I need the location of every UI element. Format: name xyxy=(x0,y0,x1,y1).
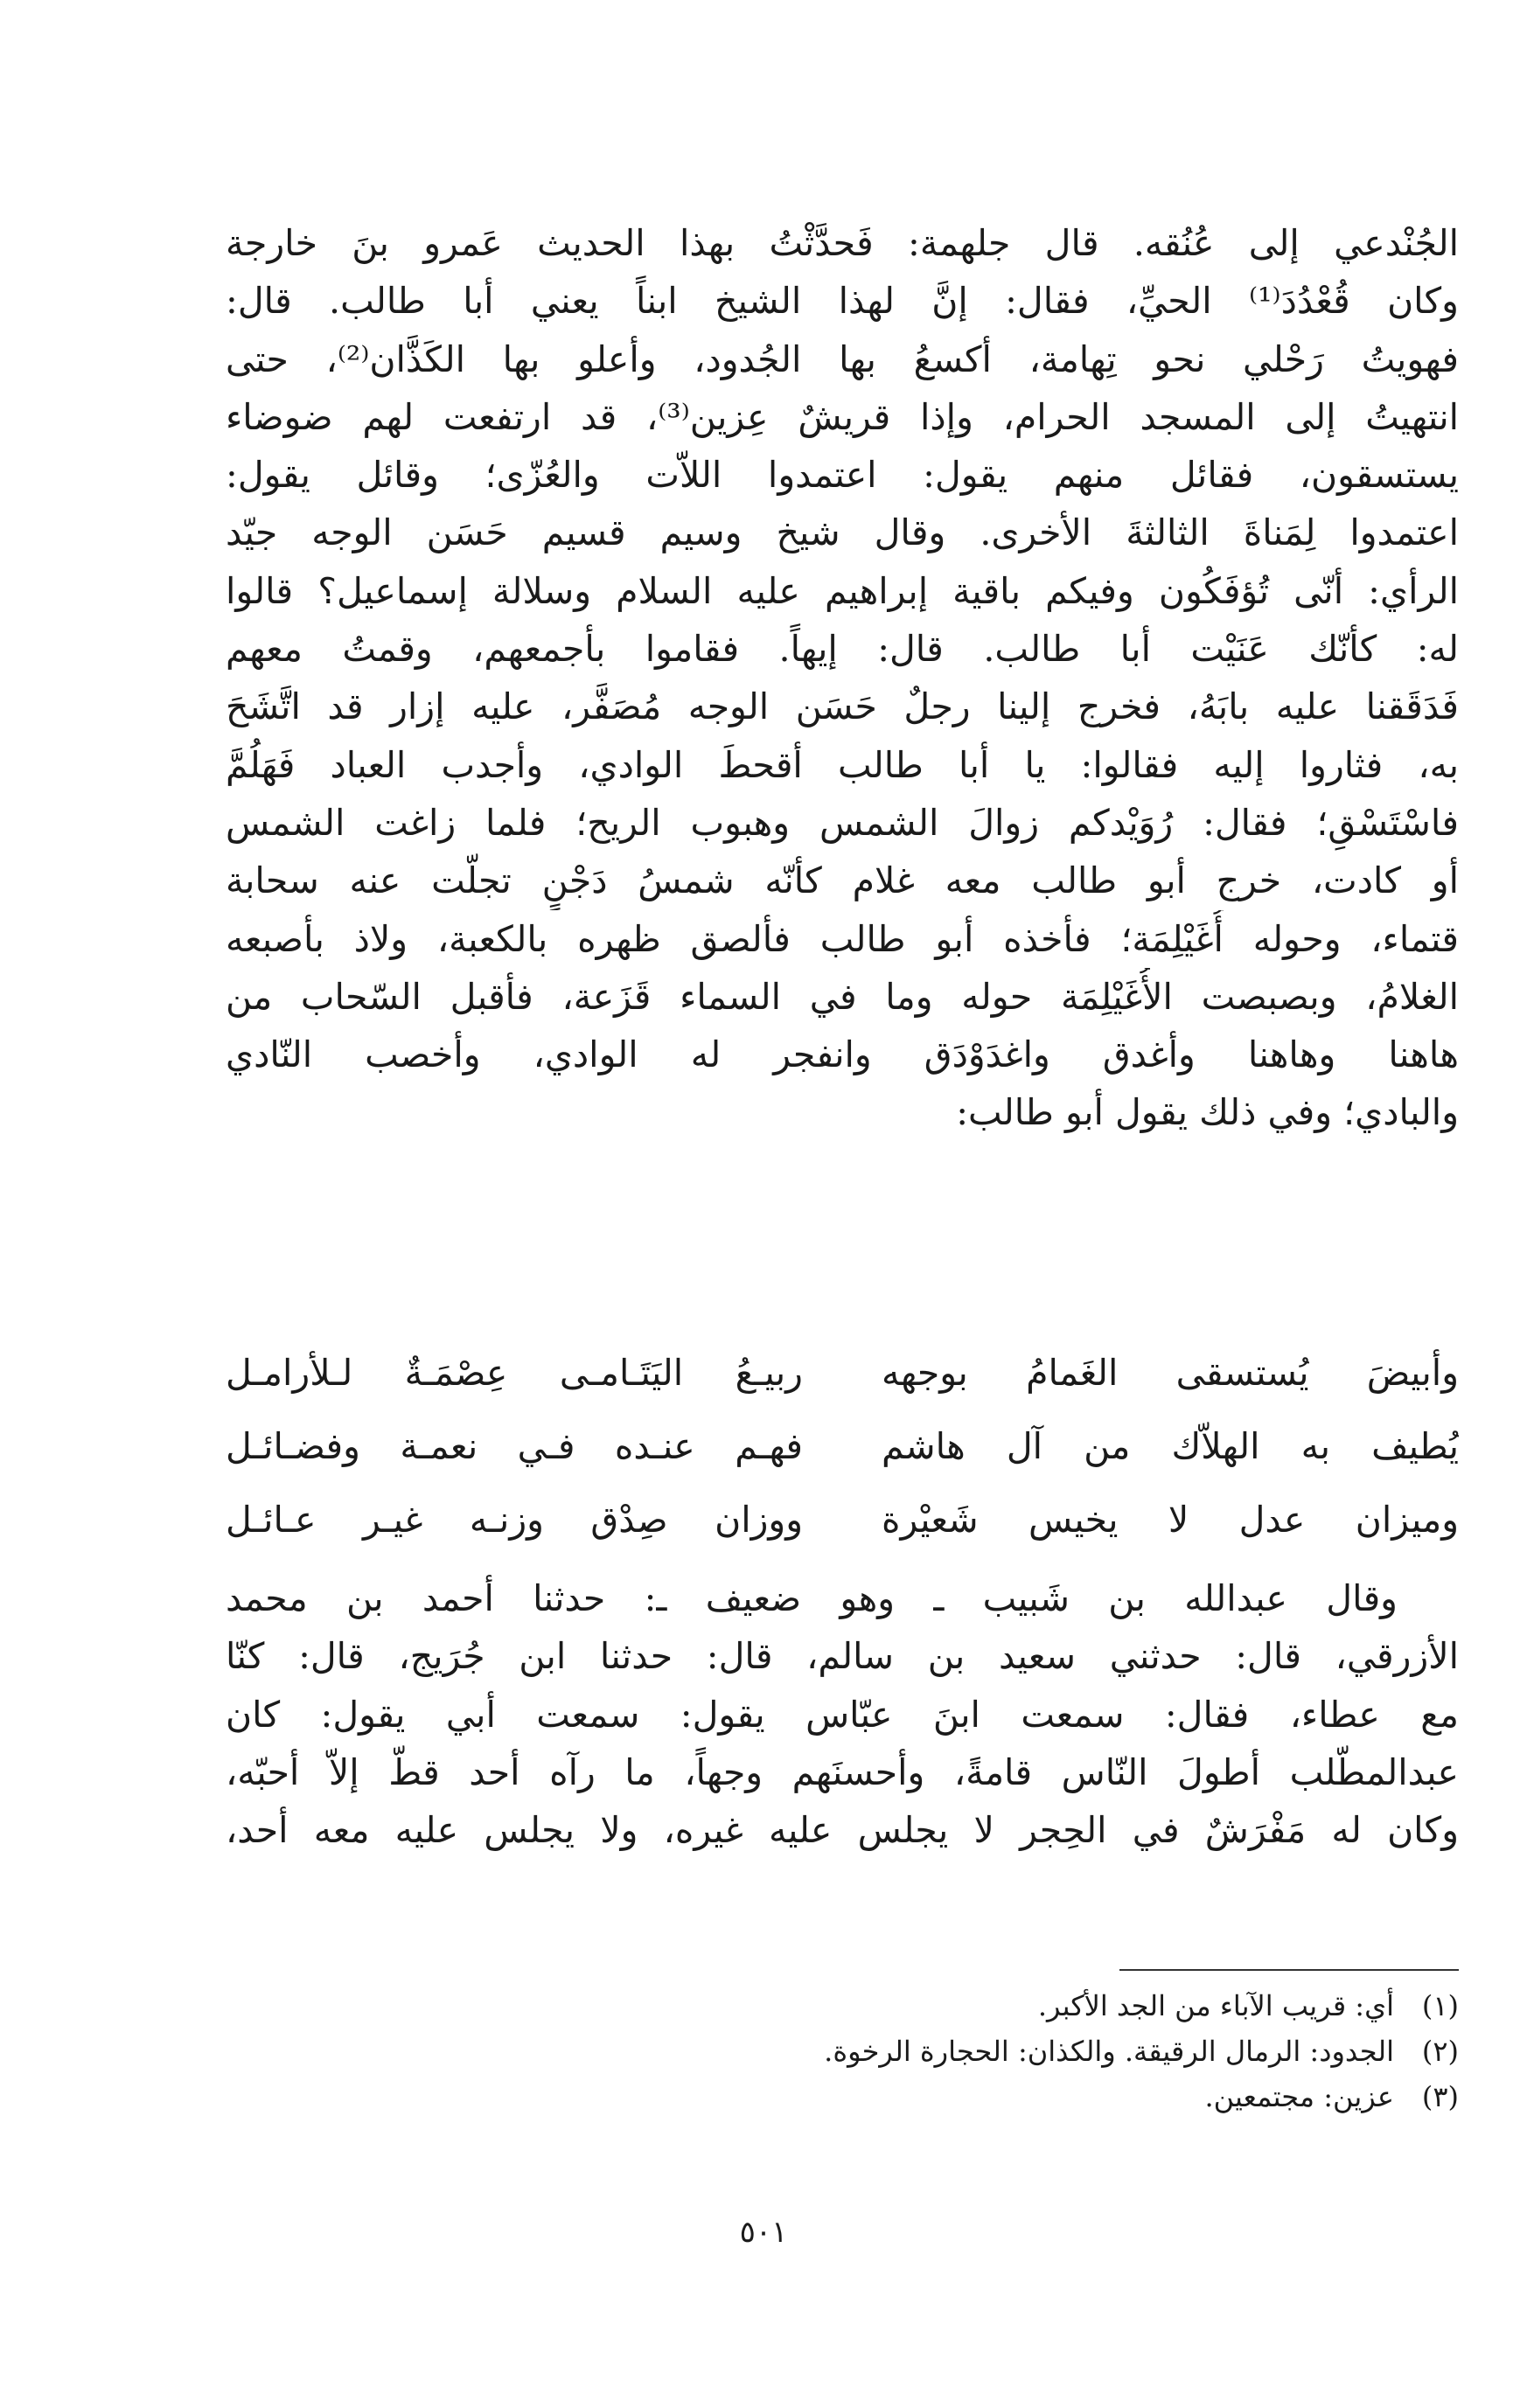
text-line: يستسقون، فقائل منهم يقول: اعتمدوا اللاّت والعُزّى؛ وقائل يقول: xyxy=(226,454,1459,497)
text-line: الجُنْدعي إلى عُنُقه. قال جلهمة: فَحدَّثْتُ بهذا الحديث عَمرو بنَ خارجة xyxy=(226,222,1459,264)
text-line: فَدَقَقنا عليه بابَهُ، فخرج إلينا رجلٌ حَسَن الوجه مُصَفَّر، عليه إزار قد اتَّشَحَ xyxy=(226,686,1459,728)
page-number: ٥٠١ xyxy=(739,2215,788,2250)
verse-second-hemistich: فهـم عنـده فـي نعمـة وفضـائـل xyxy=(226,1425,803,1467)
text-line: الغلامُ، وبصبصت الأُغَيْلِمَة حوله وما في السماء قَزَعة، فأقبل السّحاب من xyxy=(226,975,1459,1018)
footnote-text: أي: قريب الآباء من الجد الأكبر. xyxy=(1037,1989,1394,2022)
text-line: هاهنا وهاهنا وأغدق واغدَوْدَق وانفجر له الوادي، وأخصب النّادي xyxy=(226,1033,1459,1076)
footnotes xyxy=(525,1983,1459,2119)
verse-second-hemistich: ربيـعُ اليَتَـامـى عِصْمَـةٌ لـلأرامـل xyxy=(226,1352,803,1394)
footnote-marker: (٣) xyxy=(1421,2080,1459,2113)
text-line: اعتمدوا لِمَناةَ الثالثةَ الأخرى. وقال شيخ وسيم قسيم حَسَن الوجه جيّد xyxy=(226,512,1459,554)
poem-verse xyxy=(226,1483,1459,1556)
text-line: الأزرقي، قال: حدثني سعيد بن سالم، قال: حدثنا ابن جُرَيج، قال: كنّا xyxy=(226,1635,1459,1678)
verse-first-hemistich: وميزان عدل لا يخيس شَعيْرة xyxy=(882,1499,1459,1541)
text-line: له: كأنّك عَنَيْت أبا طالب. قال: إيهاً. فقاموا بأجمعهم، وقمتُ معهم xyxy=(226,628,1459,671)
text-line: أو كادت، خرج أبو طالب معه غلام كأنّه شمسُ دَجْنٍ تجلّت عنه سحابة xyxy=(226,860,1459,902)
poem-verse xyxy=(226,1409,1459,1483)
footnote xyxy=(525,2029,1459,2074)
footnote-marker: (١) xyxy=(1421,1989,1459,2022)
poem-verse xyxy=(226,1336,1459,1409)
poem-block xyxy=(226,1336,1459,1556)
verse-first-hemistich: يُطيف به الهلاّك من آل هاشم xyxy=(882,1425,1459,1467)
text-line: وكان له مَفْرَشٌ في الحِجر لا يجلس عليه غيره، ولا يجلس عليه معه أحد، xyxy=(226,1809,1459,1852)
text-line: وكان قُعْدُدَ⁽¹⁾ الحيِّ، فقال: إنَّ لهذا الشيخ ابناً يعني أبا طالب. قال: xyxy=(226,280,1459,323)
continuation-text-block xyxy=(226,1569,1459,1859)
footnote-divider xyxy=(1119,1969,1459,1971)
text-line: عبدالمطّلب أطولَ النّاس قامةً، وأحسنَهم وجهاً، ما رآه أحد قطّ إلاّ أحبّه، xyxy=(226,1750,1459,1793)
text-line: قتماء، وحوله أُغَيْلِمَة؛ فأخذه أبو طالب فألصق ظهره بالكعبة، ولاذ بأصبعه xyxy=(226,917,1459,960)
text-line: فهويتُ رَحْلي نحو تِهامة، أكسعُ بها الجُدود، وأعلو بها الكَذَّان⁽²⁾، حتى xyxy=(226,338,1459,380)
main-text-block xyxy=(226,214,1459,1142)
text-line: الرأي: أنّى تُؤفَكُون وفيكم باقية إبراهيم عليه السلام وسلالة إسماعيل؟ قالوا xyxy=(226,569,1459,612)
verse-first-hemistich: وأبيضَ يُستسقى الغَمامُ بوجهه xyxy=(882,1352,1459,1394)
text-line: فاسْتَسْقِ؛ فقال: رُوَيْدكم زوالَ الشمس وهبوب الريح؛ فلما زاغت الشمس xyxy=(226,801,1459,844)
text-line: مع عطاء، فقال: سمعت ابنَ عبّاس يقول: سمعت أبي يقول: كان xyxy=(226,1693,1459,1736)
text-line: وقال عبدالله بن شَبيب ـ وهو ضعيف ـ: حدثنا أحمد بن محمد xyxy=(226,1577,1398,1619)
footnote-marker: (٢) xyxy=(1421,2035,1459,2068)
text-line: انتهيتُ إلى المسجد الحرام، وإذا قريشٌ عِزين⁽³⁾، قد ارتفعت لهم ضوضاء xyxy=(226,395,1459,438)
text-line: والبادي؛ وفي ذلك يقول أبو طالب: xyxy=(956,1091,1459,1134)
footnote-text: عزين: مجتمعين. xyxy=(1204,2080,1394,2113)
verse-second-hemistich: ووزان صِدْق وزنـه غيـر عـائـل xyxy=(226,1499,803,1541)
footnote xyxy=(525,2074,1459,2119)
footnote xyxy=(525,1983,1459,2029)
footnote-text: الجدود: الرمال الرقيقة. والكذان: الحجارة الرخوة. xyxy=(824,2035,1394,2068)
text-line: به، فثاروا إليه فقالوا: يا أبا طالب أقحطَ الوادي، وأجدب العباد فَهَلُمَّ xyxy=(226,743,1459,786)
